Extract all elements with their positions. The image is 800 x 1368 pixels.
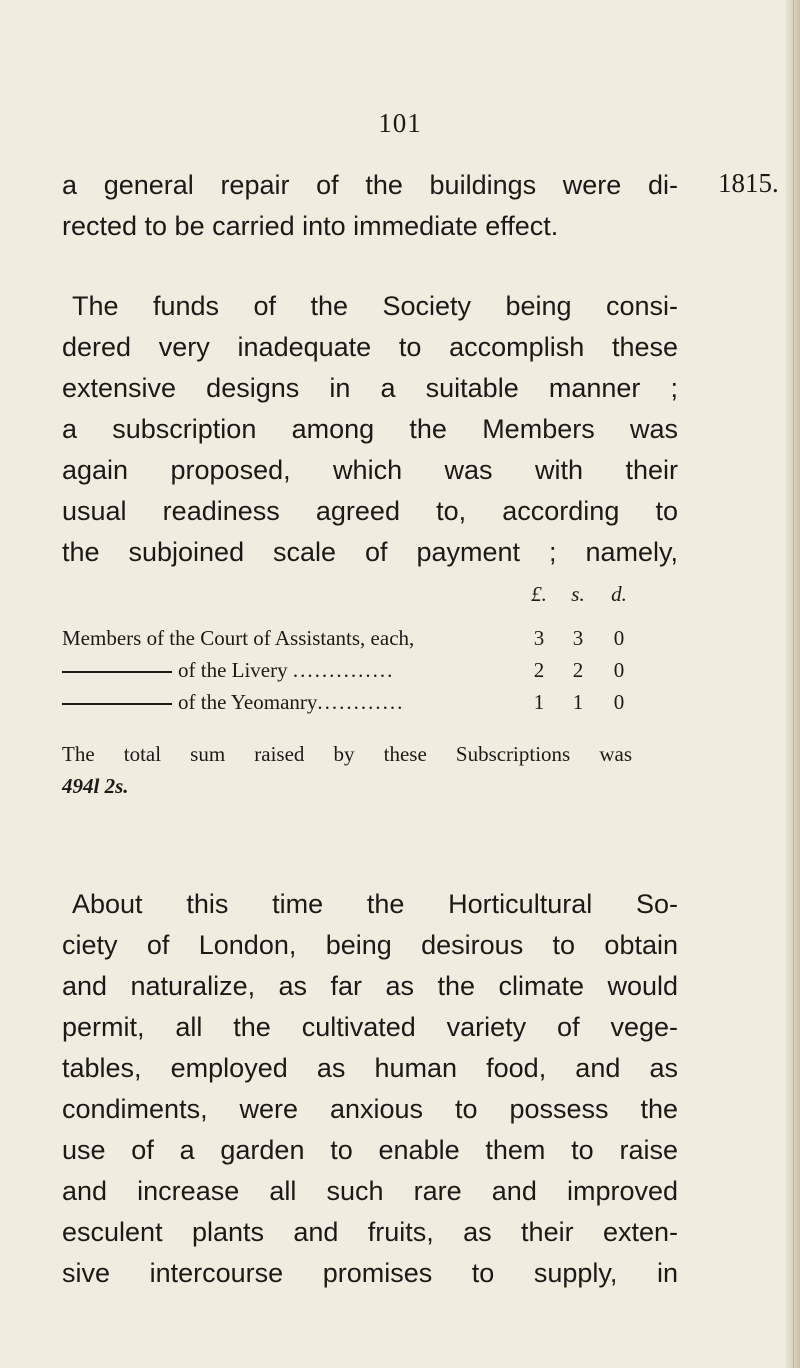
shillings-value: 1: [572, 690, 584, 714]
shillings-value: 2: [572, 658, 584, 682]
text-line: use of a garden to enable them to raise: [62, 1135, 678, 1165]
table-row: [62, 690, 632, 720]
pounds-header: £.: [531, 582, 547, 606]
paragraph-3: [62, 884, 678, 1294]
text-line: again proposed, which was with their: [62, 455, 678, 485]
pence-value: 0: [613, 626, 625, 650]
subscription-summary: [62, 738, 632, 802]
pence-value: 0: [613, 658, 625, 682]
text-line: sive intercourse promises to supply, in: [62, 1258, 678, 1288]
row-label: Members of the Court of Assistants, each,: [62, 626, 415, 650]
text-line: ciety of London, being desirous to obtain: [62, 930, 678, 960]
text-line: and naturalize, as far as the climate would: [62, 971, 678, 1001]
paragraph-2: [62, 286, 678, 573]
row-label-group: [62, 690, 404, 715]
shillings-value: 3: [572, 626, 584, 650]
text-line: extensive designs in a suitable manner ;: [62, 373, 678, 403]
ditto-dash: [62, 703, 172, 705]
shillings-header: s.: [571, 582, 585, 606]
summary-line: The total sum raised by these Subscriptions was: [62, 742, 632, 766]
table-row: [62, 626, 632, 656]
pounds-value: 3: [533, 626, 545, 650]
text-line: permit, all the cultivated variety of vege-: [62, 1012, 678, 1042]
text-line: rected to be carried into immediate effect.: [62, 211, 559, 241]
leader-dots: ............: [317, 690, 405, 714]
pence-value: 0: [613, 690, 625, 714]
paragraph-1: [62, 165, 678, 247]
text-line: a general repair of the buildings were di-: [62, 170, 678, 200]
pence-header: d.: [611, 582, 627, 606]
page-edge-line: [793, 0, 794, 1368]
text-line: The funds of the Society being consi-: [72, 291, 678, 321]
pounds-value: 2: [533, 658, 545, 682]
row-label: of the Yeomanry: [178, 690, 318, 714]
text-line: esculent plants and fruits, as their exten-: [62, 1217, 678, 1247]
text-line: usual readiness agreed to, according to: [62, 496, 678, 526]
margin-year: 1815.: [718, 168, 779, 198]
text-line: and increase all such rare and improved: [62, 1176, 678, 1206]
summary-total: 494l 2s.: [62, 774, 129, 798]
text-line: dered very inadequate to accomplish these: [62, 332, 678, 362]
text-line: tables, employed as human food, and as: [62, 1053, 678, 1083]
text-line: About this time the Horticultural So-: [72, 889, 678, 919]
text-line: condiments, were anxious to possess the: [62, 1094, 678, 1124]
pounds-value: 1: [533, 690, 545, 714]
table-header-row: [62, 582, 632, 612]
text-line: the subjoined scale of payment ; namely,: [62, 537, 678, 567]
table-row: [62, 658, 632, 688]
page-number: 101: [378, 108, 422, 138]
row-label-group: [62, 658, 394, 683]
text-line: a subscription among the Members was: [62, 414, 678, 444]
leader-dots: ..............: [292, 658, 395, 682]
row-label: of the Livery: [178, 658, 288, 682]
ditto-dash: [62, 671, 172, 673]
